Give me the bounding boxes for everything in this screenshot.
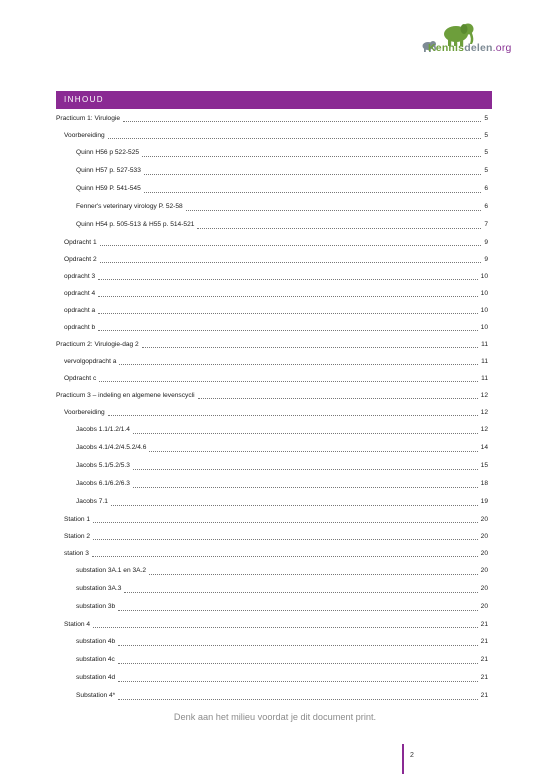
toc-entry-label: Jacobs 6.1/6.2/6.3 (76, 480, 130, 487)
toc-entry[interactable] (56, 285, 488, 302)
kennisdelen-logo (418, 14, 536, 60)
toc-entry-label: substation 3A.3 (76, 585, 122, 592)
toc-leader-dots (118, 639, 477, 646)
toc-entry-page: 10 (480, 273, 488, 280)
toc-leader-dots (144, 168, 481, 175)
toc-entry-page: 5 (484, 132, 488, 139)
toc-entry-page: 6 (484, 203, 488, 210)
toc-entry[interactable] (56, 598, 488, 616)
toc-entry-label: substation 4b (76, 638, 116, 645)
toc-entry-label: Jacobs 1.1/1.2/1.4 (76, 426, 130, 433)
toc-entry-page: 10 (480, 307, 488, 314)
toc-entry[interactable] (56, 404, 488, 421)
toc-entry-page: 21 (480, 638, 488, 645)
toc-leader-dots (108, 409, 478, 416)
page-number-bar (402, 744, 404, 774)
toc-entry-label: Station 1 (64, 516, 91, 523)
toc-entry[interactable] (56, 562, 488, 580)
toc-entry-label: Station 4 (64, 621, 91, 628)
toc-leader-dots (98, 273, 477, 280)
toc-leader-dots (99, 375, 478, 382)
toc-entry-page: 12 (480, 392, 488, 399)
toc-entry-page: 21 (480, 674, 488, 681)
toc-entry-page: 21 (480, 656, 488, 663)
toc-leader-dots (142, 150, 481, 157)
toc-leader-dots (118, 675, 477, 682)
toc-entry[interactable] (56, 528, 488, 545)
toc-leader-dots (118, 657, 478, 664)
toc-leader-dots (92, 550, 478, 557)
toc-entry-label: opdracht 3 (64, 273, 96, 280)
toc-entry-page: 10 (480, 324, 488, 331)
toc-entry-label: Opdracht 1 (64, 239, 97, 246)
toc-leader-dots (108, 132, 482, 139)
footer-note: Denk aan het milieu voordat je dit document print. (173, 712, 377, 722)
toc-entry[interactable] (56, 251, 488, 268)
toc-title: INHOUD (56, 91, 492, 109)
toc-entry-label: vervolgopdracht a (64, 358, 117, 365)
toc-leader-dots (186, 204, 482, 211)
toc-leader-dots (100, 239, 482, 246)
toc-entry-label: Jacobs 7.1 (76, 498, 108, 505)
toc-entry-page: 14 (480, 444, 488, 451)
toc-entry-label: Quinn H59 P. 541-545 (76, 185, 141, 192)
toc-leader-dots (149, 445, 477, 452)
toc-entry[interactable] (56, 370, 488, 387)
toc-entry-label: Quinn H57 p. 527-533 (76, 167, 141, 174)
toc-leader-dots (197, 222, 481, 229)
toc-entry[interactable] (56, 127, 488, 144)
toc-entry-label: Practicum 3 – indeling en algemene levenscycli (56, 392, 195, 399)
toc-leader-dots (98, 324, 477, 331)
toc-entry-label: substation 4c (76, 656, 115, 663)
toc-entry[interactable] (56, 580, 488, 598)
toc-entry-label: Quinn H54 p. 505-513 & H55 p. 514-521 (76, 221, 195, 228)
toc-entry[interactable] (56, 651, 488, 669)
toc-entry[interactable] (56, 669, 488, 687)
logo-text-part3: .org (492, 42, 512, 54)
toc-leader-dots (142, 341, 478, 348)
toc-entry-page: 9 (484, 239, 488, 246)
toc-entry-label: Fenner's veterinary virology P. 52-58 (76, 203, 183, 210)
toc-entry-label: station 3 (64, 550, 89, 557)
toc-leader-dots (93, 516, 478, 523)
toc-entry-page: 11 (481, 375, 488, 382)
toc-entry-page: 20 (480, 567, 488, 574)
logo-text-part2: delen (464, 42, 493, 54)
toc-entry[interactable] (56, 180, 488, 198)
toc-leader-dots (133, 427, 478, 434)
toc-leader-dots (118, 693, 477, 700)
toc-entry-label: Station 2 (64, 533, 91, 540)
toc-entry[interactable] (56, 633, 488, 651)
toc-leader-dots (93, 621, 478, 628)
toc-leader-dots (123, 115, 481, 122)
toc-entry[interactable] (56, 268, 488, 285)
toc-entry[interactable] (56, 162, 488, 180)
toc-entry-label: substation 3b (76, 603, 116, 610)
page-number: 2 (410, 752, 414, 759)
toc-entry[interactable] (56, 439, 488, 457)
toc-entry-page: 20 (480, 550, 488, 557)
toc-entry[interactable] (56, 216, 488, 234)
toc-entry[interactable] (56, 421, 488, 439)
toc-entry-page: 20 (480, 585, 488, 592)
toc-entry-label: substation 4d (76, 674, 116, 681)
toc-entry-page: 20 (480, 533, 488, 540)
toc-entry-label: substation 3A.1 en 3A.2 (76, 567, 147, 574)
toc-entry-page: 10 (480, 290, 488, 297)
toc-entry[interactable] (56, 387, 488, 404)
toc-entry[interactable] (56, 110, 488, 127)
toc-entry-page: 12 (480, 409, 488, 416)
table-of-contents (56, 110, 488, 705)
toc-entry[interactable] (56, 319, 488, 336)
toc-entry[interactable] (56, 616, 488, 633)
toc-entry-label: Quinn H56 p 522-525 (76, 149, 140, 156)
toc-entry-label: opdracht b (64, 324, 96, 331)
toc-leader-dots (119, 358, 478, 365)
toc-entry-page: 7 (484, 221, 488, 228)
toc-leader-dots (144, 186, 482, 193)
toc-leader-dots (98, 307, 477, 314)
toc-entry-page: 11 (481, 341, 488, 348)
toc-entry-label: Voorbereiding (64, 409, 105, 416)
toc-entry-page: 20 (480, 603, 488, 610)
toc-entry-label: Opdracht c (64, 375, 97, 382)
toc-entry-page: 19 (480, 498, 488, 505)
toc-leader-dots (98, 290, 477, 297)
toc-entry-page: 5 (484, 167, 488, 174)
toc-leader-dots (198, 392, 478, 399)
toc-leader-dots (133, 481, 478, 488)
toc-leader-dots (133, 463, 478, 470)
toc-leader-dots (100, 256, 482, 263)
toc-leader-dots (149, 568, 478, 575)
toc-entry-label: Voorbereiding (64, 132, 105, 139)
toc-entry-label: Jacobs 4.1/4.2/4.5.2/4.6 (76, 444, 147, 451)
toc-entry-page: 12 (480, 426, 488, 433)
toc-entry-page: 21 (480, 692, 488, 699)
toc-entry[interactable] (56, 545, 488, 562)
logo-text (428, 42, 512, 54)
toc-entry[interactable] (56, 457, 488, 475)
toc-entry[interactable] (56, 144, 488, 162)
toc-entry-page: 5 (484, 149, 488, 156)
toc-entry[interactable] (56, 353, 488, 370)
toc-entry-label: opdracht a (64, 307, 96, 314)
toc-entry-page: 6 (484, 185, 488, 192)
toc-leader-dots (118, 604, 477, 611)
toc-entry-page: 9 (484, 256, 488, 263)
toc-entry[interactable] (56, 475, 488, 493)
toc-entry-page: 21 (480, 621, 488, 628)
toc-entry-page: 18 (480, 480, 488, 487)
toc-entry-label: Opdracht 2 (64, 256, 97, 263)
toc-entry-page: 20 (480, 516, 488, 523)
toc-entry[interactable] (56, 302, 488, 319)
toc-entry[interactable] (56, 198, 488, 216)
toc-entry-page: 11 (481, 358, 488, 365)
toc-leader-dots (124, 586, 477, 593)
toc-leader-dots (111, 499, 478, 506)
toc-entry-page: 5 (484, 115, 488, 122)
toc-entry-label: Substation 4* (76, 692, 116, 699)
toc-leader-dots (93, 533, 478, 540)
toc-entry-label: opdracht 4 (64, 290, 96, 297)
toc-entry[interactable] (56, 336, 488, 353)
toc-entry[interactable] (56, 511, 488, 528)
toc-entry-label: Practicum 2: Virulogie-dag 2 (56, 341, 139, 348)
toc-entry-label: Jacobs 5.1/5.2/5.3 (76, 462, 130, 469)
logo-text-part1: Kennis (428, 42, 465, 54)
toc-entry-page: 15 (480, 462, 488, 469)
toc-entry[interactable] (56, 234, 488, 251)
toc-entry-label: Practicum 1: Virulogie (56, 115, 121, 122)
toc-entry[interactable] (56, 687, 488, 705)
toc-entry[interactable] (56, 493, 488, 511)
